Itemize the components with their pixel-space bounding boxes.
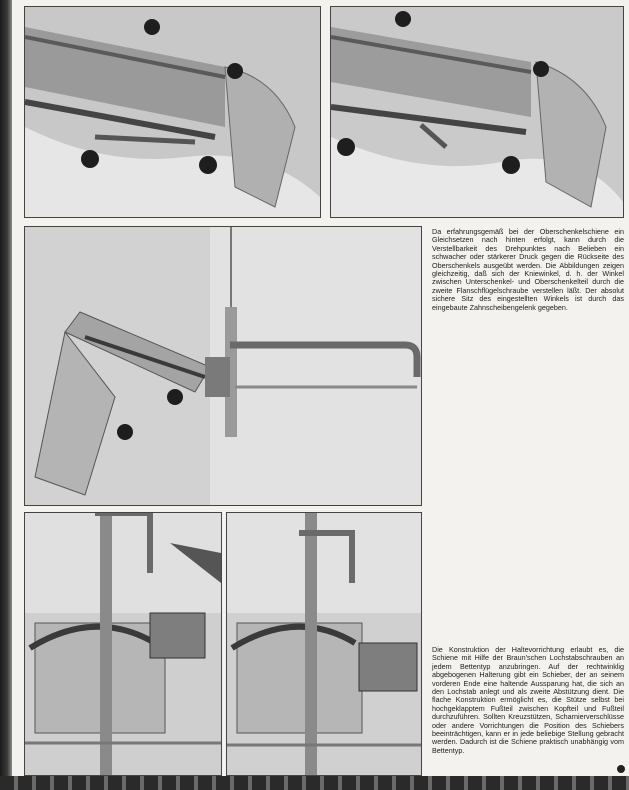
photo-splint-frame-assembly: [24, 226, 422, 506]
photo-splint-rail-knob-2: [330, 6, 624, 218]
caption-bed-mounting: Die Konstruktion der Haltevorrichtung erlaubt es, die Schiene mit Hilfe der Braun'schen Lochstabschrauben an jedem Bettentyp anzubringen. Auf der rechtwinklig abgebogenen Halterung gibt ein Schieber, der an seinem vorderen Ende eine haltende Aussparung hat, die sich an den Lochstab anlegt und als zweite Abstützung dient. Die flache Konstruktion ermöglicht es, die Stütze selbst bei hochgeklapptem Fußteil zwischen Kopfteil und Fußteil durchzuführen. Sollten Kreuzstützen, Scharnierverschlüsse oder andere Vorrichtungen die Position des Schiebers beeinträchtigen, kann er in jede beliebige Stellung gebracht werden. Dadurch ist die Schiene praktisch unabhängig vom Bettentyp.: [432, 645, 624, 755]
photo-bed-mount-left: [24, 512, 222, 776]
photo-splint-rail-knob-1: [24, 6, 321, 218]
book-spine-shadow: [0, 0, 12, 790]
photo-bed-mount-right: [226, 512, 422, 776]
film-edge-strip: [0, 776, 629, 790]
caption-knee-angle-adjustment: Da erfahrungsgemäß bei der Oberschenkelschiene ein Gleichsetzen nach hinten erfolgt, kann durch die Verstellbarkeit des Drehpunktes nach Belieben ein schwacher oder stärkerer Druck gegen die Rückseite des Oberschenkels ausgeübt werden. Die Abbildungen zeigen gleichzeitig, daß sich der Kniewinkel, d. h. der Winkel zwischen Unterschenkel- und Oberschenkelteil durch die zweite Flanschflügelschraube verstellen läßt. Der absolut sichere Sitz des eingestellten Winkels ist durch das eingebaute Zahnscheibengelenk gegeben.: [432, 227, 624, 312]
page-marker-dot: [617, 765, 625, 773]
